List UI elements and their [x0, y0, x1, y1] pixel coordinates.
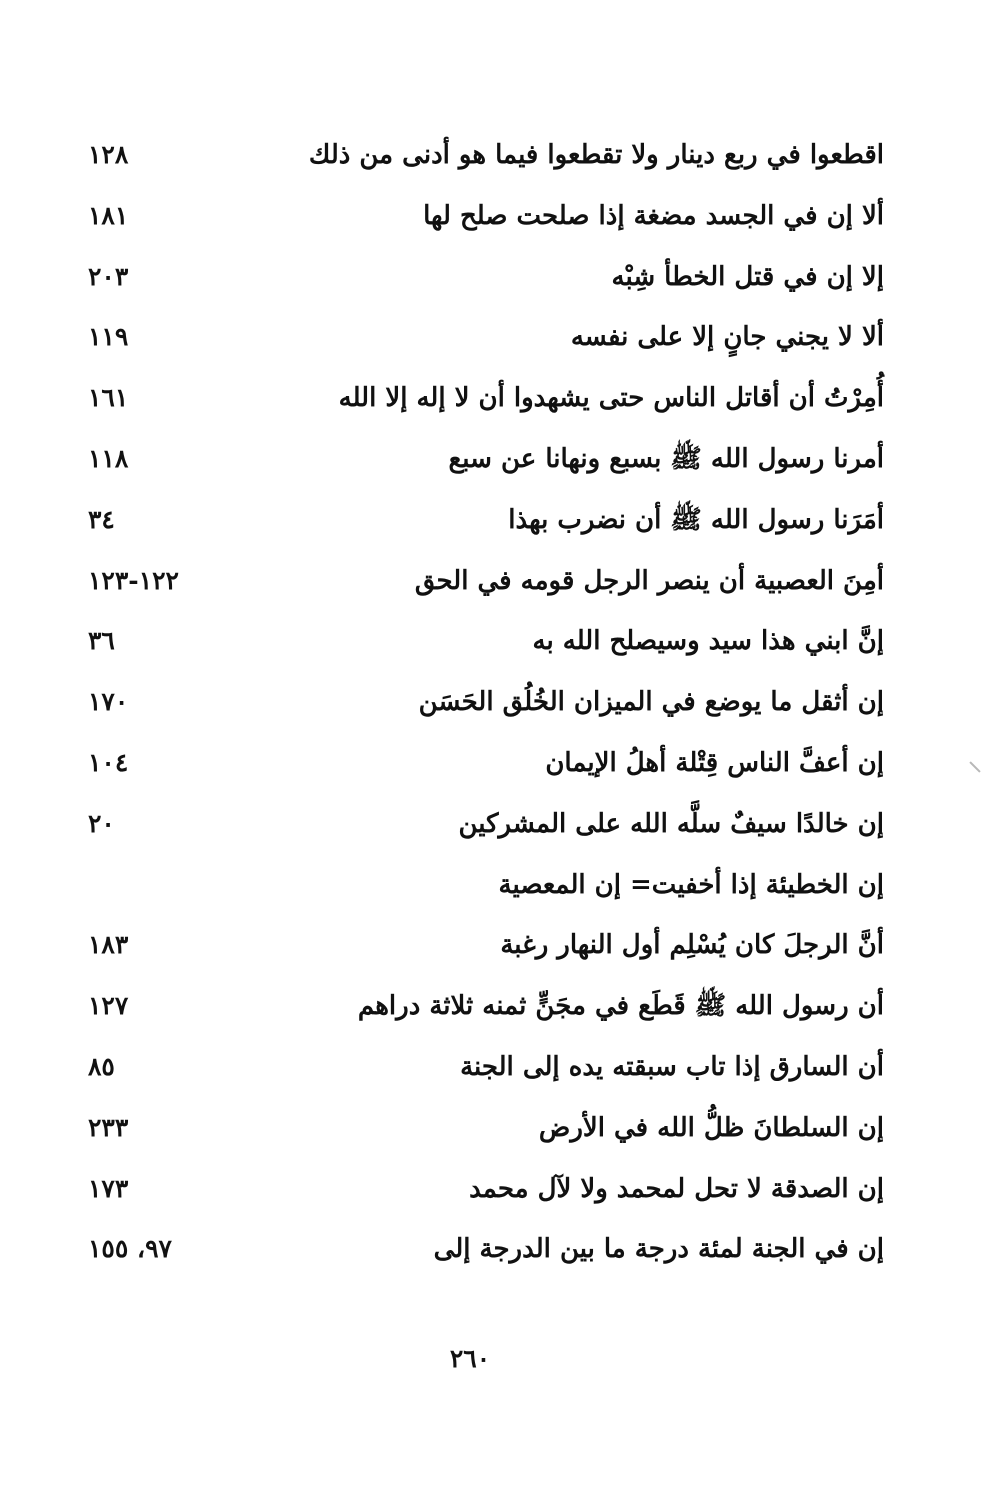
- page-reference: ١١٨: [88, 443, 129, 473]
- index-entry: [0, 307, 1004, 368]
- hadith-text: إنَّ ابني هذا سيد وسيصلح الله به: [532, 626, 884, 657]
- hadith-text: إن أعفَّ الناس قِتْلة أهلُ الإيمان: [545, 747, 884, 778]
- page-reference: ١٢٧: [88, 991, 129, 1021]
- index-entry: [0, 186, 1004, 247]
- page-reference: ٩٧، ١٥٥: [88, 1234, 172, 1264]
- hadith-text: ألا إن في الجسد مضغة إذا صلحت صلح لها: [423, 200, 884, 231]
- index-entry: [0, 672, 1004, 733]
- hadith-text: اقطعوا في ربع دينار ولا تقطعوا فيما هو أدنى من ذلك: [308, 140, 884, 170]
- index-entry: [0, 551, 1004, 612]
- page-reference: ١٨١: [88, 200, 129, 230]
- hadith-text: أمرنا رسول الله ﷺ بسبع ونهانا عن سبع: [448, 443, 884, 474]
- page-reference: ١٢٨: [88, 140, 129, 169]
- index-entry: [0, 125, 1004, 186]
- index-entry: [0, 247, 1004, 308]
- page-reference: ١٧٠: [88, 687, 129, 717]
- index-entry: [0, 429, 1004, 490]
- page-reference: ١٢٢-١٢٣: [88, 565, 179, 595]
- hadith-text: أنَّ الرجلَ كان يُسْلِم أول النهار رغبة: [500, 930, 884, 961]
- hadith-text: أن رسول الله ﷺ قَطَع في مجَنٍّ ثمنه ثلاثة دراهم: [357, 991, 884, 1022]
- page-reference: ٢٠٣: [88, 261, 129, 291]
- index-entry: [0, 1037, 1004, 1098]
- hadith-text: إن أثقل ما يوضع في الميزان الخُلُق الحَسَن: [418, 687, 884, 718]
- hadith-text: أمِنَ العصبية أن ينصر الرجل قومه في الحق: [414, 565, 884, 596]
- index-entry: [0, 855, 1004, 916]
- index-entry: [0, 611, 1004, 672]
- page-reference: ٣٦: [88, 626, 115, 656]
- hadith-text: أن السارق إذا تاب سبقته يده إلى الجنة: [460, 1051, 884, 1082]
- hadith-text: إن السلطانَ ظلُّ الله في الأرض: [538, 1112, 884, 1143]
- page-reference: ٢٣٣: [88, 1112, 129, 1142]
- index-entry: [0, 976, 1004, 1037]
- hadith-text: إن خالدًا سيفٌ سلَّه الله على المشركين: [458, 808, 884, 839]
- page-reference: ١١٩: [88, 322, 129, 352]
- hadith-text: إلا إن في قتل الخطأ شِبْه: [611, 261, 884, 292]
- hadith-text: أُمِرْتُ أن أقاتل الناس حتى يشهدوا أن لا إله إلا الله: [338, 383, 884, 414]
- hadith-text: إن الخطيئة إذا أخفيت= إن المعصية: [498, 869, 884, 900]
- index-entry: [0, 1098, 1004, 1159]
- hadith-text: إن الصدقة لا تحل لمحمد ولا لآل محمد: [469, 1173, 884, 1204]
- page-reference: ١٧٣: [88, 1173, 129, 1203]
- page-reference: ٣٤: [88, 504, 115, 534]
- page-reference: ١٨٣: [88, 930, 129, 960]
- hadith-text: إن في الجنة لمئة درجة ما بين الدرجة إلى: [433, 1234, 884, 1265]
- index-entry: [0, 1159, 1004, 1220]
- hadith-text: ألا لا يجني جانٍ إلا على نفسه: [570, 322, 884, 353]
- index-entry: [0, 368, 1004, 429]
- page-reference: ١٦١: [88, 383, 129, 413]
- index-entry: [0, 733, 1004, 794]
- page-reference: ٨٥: [88, 1051, 115, 1081]
- hadith-index-list: [0, 125, 1004, 1280]
- page-reference: ٢٠: [88, 808, 115, 838]
- page-reference: ١٠٤: [88, 747, 129, 777]
- index-entry: [0, 1219, 1004, 1280]
- hadith-text: أمَرَنا رسول الله ﷺ أن نضرب بهذا: [508, 504, 884, 535]
- index-entry: [0, 490, 1004, 551]
- index-entry: [0, 915, 1004, 976]
- index-entry: [0, 794, 1004, 855]
- page-number: ٢٦٠: [449, 1344, 491, 1373]
